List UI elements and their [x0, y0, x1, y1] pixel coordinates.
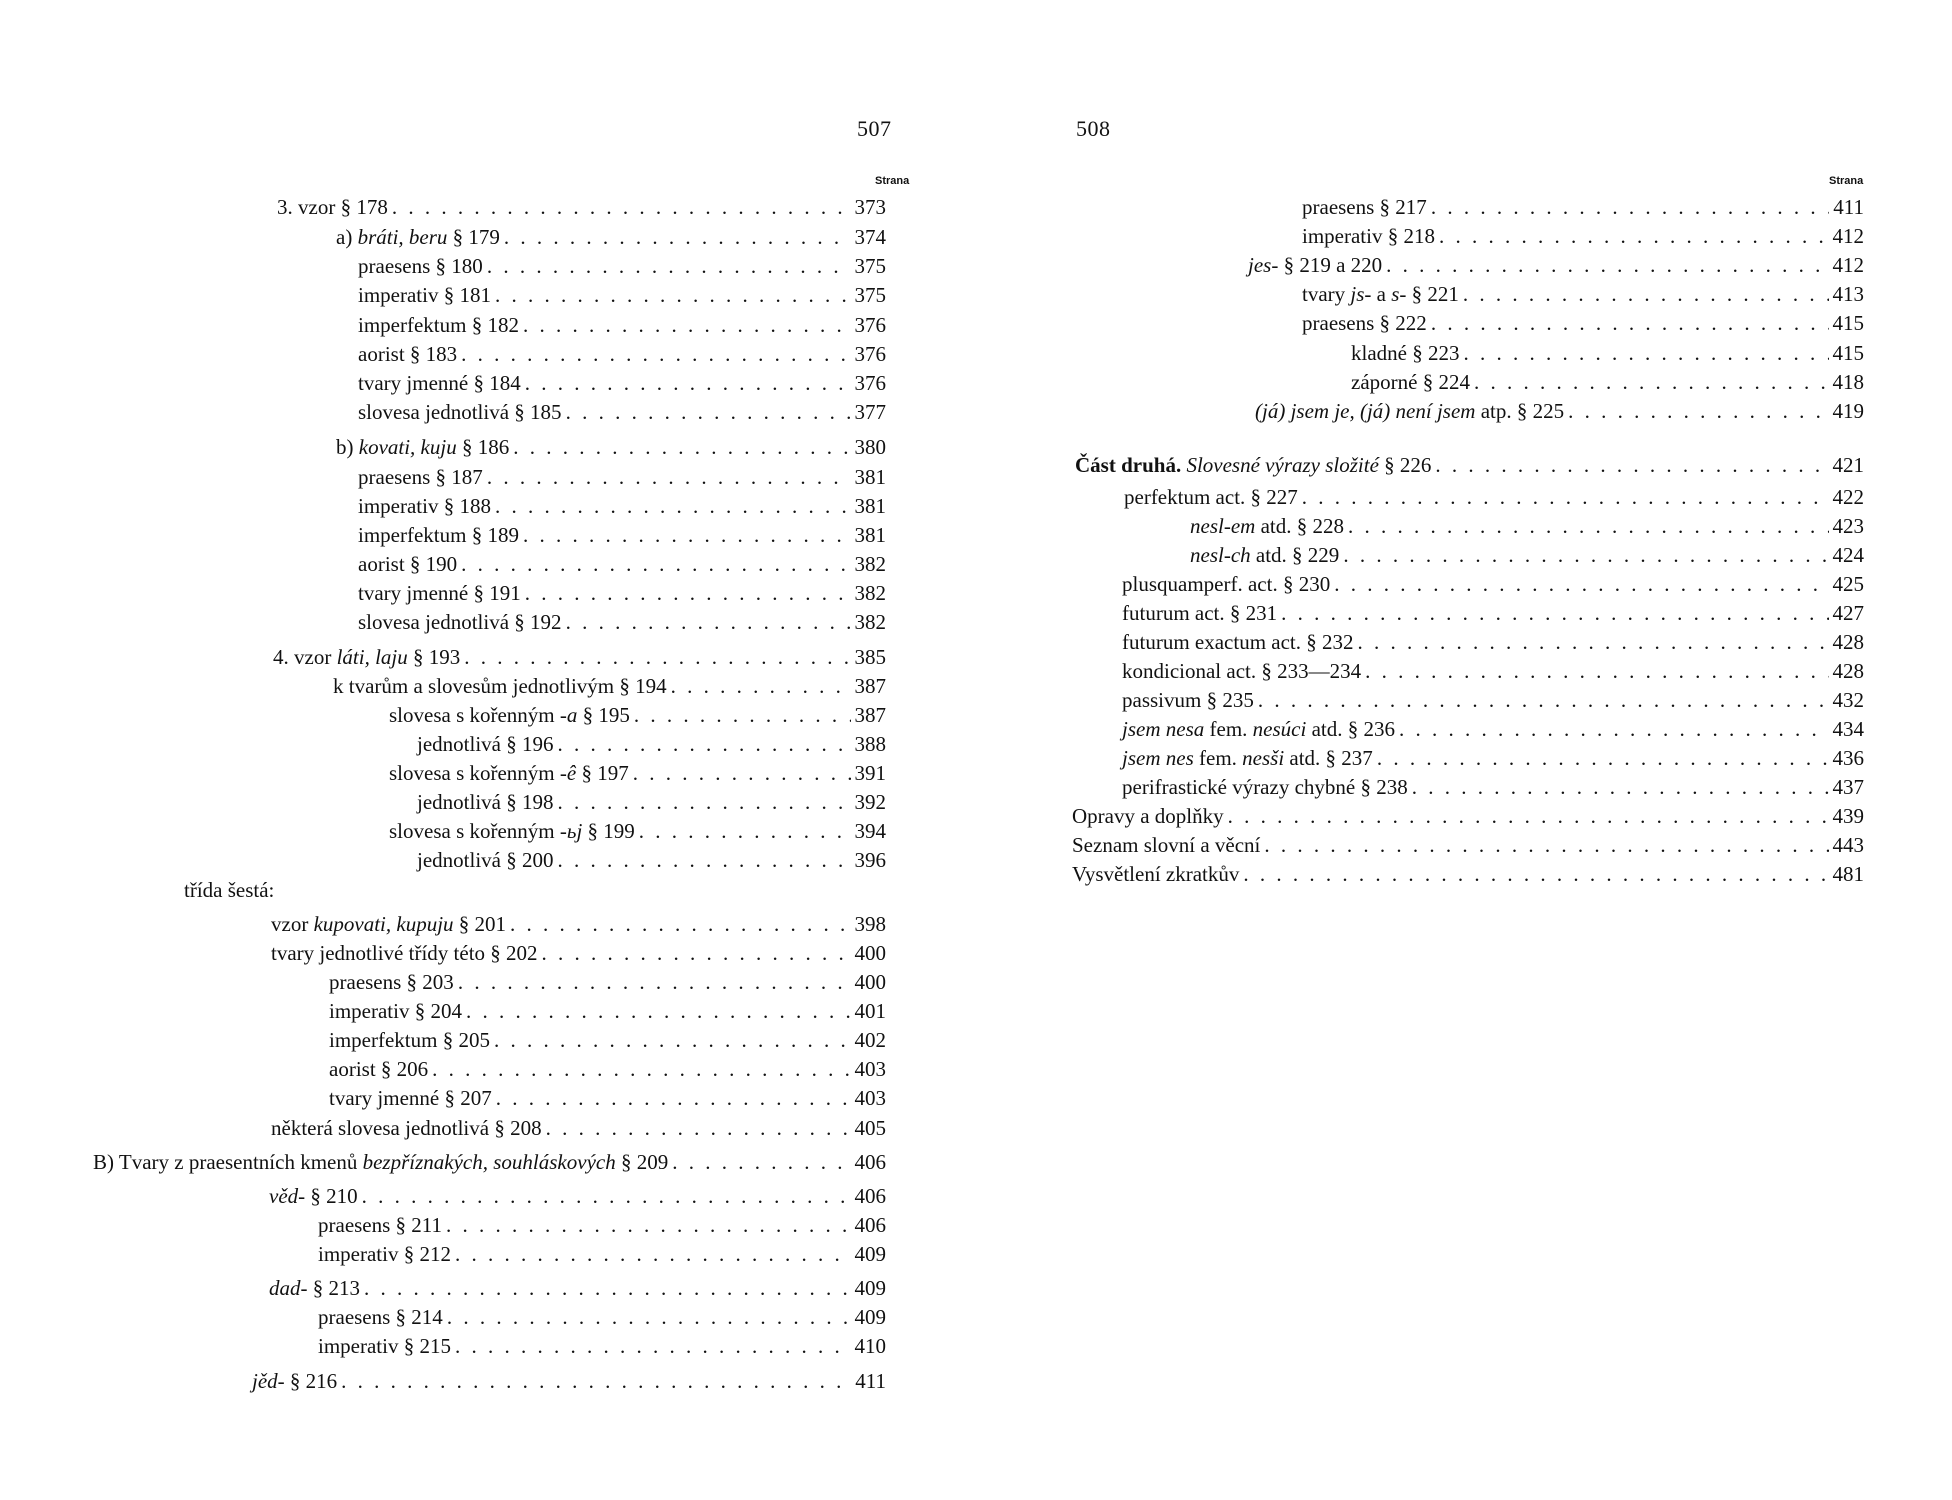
toc-entry	[271, 939, 886, 968]
dot-leader	[1399, 715, 1829, 744]
toc-entry-title: praesens § 217	[1302, 195, 1427, 219]
dot-leader	[432, 1055, 850, 1084]
toc-entry-page: 409	[854, 1242, 886, 1266]
toc-entry-page: 406	[854, 1150, 886, 1174]
dot-leader	[1463, 339, 1828, 368]
toc-entry	[417, 788, 886, 817]
dot-leader	[671, 672, 851, 701]
toc-entry-page: 402	[854, 1028, 886, 1052]
toc-entry-title: plusquamperf. act. § 230	[1122, 572, 1331, 596]
toc-entry-subtitle: Slovesné výrazy složité § 226	[1186, 453, 1432, 477]
toc-entry-page: 425	[1832, 572, 1864, 596]
toc-entry-title: slovesa s kořenným -ьj § 199	[389, 819, 635, 843]
toc-entry-title: jsem nes fem. nesši atd. § 237	[1122, 746, 1373, 770]
dot-leader	[461, 550, 850, 579]
toc-entry	[358, 463, 886, 492]
toc-entry-page: 422	[1832, 485, 1864, 509]
toc-entry-title: tvary jmenné § 207	[329, 1086, 492, 1110]
toc-entry-page: 409	[854, 1276, 886, 1300]
toc-entry	[358, 608, 886, 637]
toc-entry-page: 382	[854, 581, 886, 605]
dot-leader	[487, 252, 851, 281]
toc-entry-page: 421	[1832, 453, 1864, 477]
dot-leader	[461, 340, 850, 369]
toc-entry-page: 415	[1832, 341, 1864, 365]
dot-leader	[1463, 280, 1829, 309]
dot-leader	[523, 521, 851, 550]
toc-entry	[1248, 251, 1864, 280]
toc-entry	[271, 1114, 886, 1143]
toc-entry	[358, 369, 886, 398]
toc-entry	[1122, 686, 1864, 715]
toc-entry	[1302, 280, 1864, 309]
dot-leader	[672, 1148, 850, 1177]
toc-entry-title: aorist § 183	[358, 342, 458, 366]
toc-entry-title: vzor kupovati, kupuju § 201	[271, 912, 507, 936]
toc-entry-title: praesens § 214	[318, 1305, 443, 1329]
toc-entry-title: tvary jednotlivé třídy této § 202	[271, 941, 538, 965]
toc-entry-title: imperativ § 204	[329, 999, 462, 1023]
toc-entry	[1302, 222, 1864, 251]
page-number: 508	[1076, 116, 1111, 141]
toc-entry	[358, 398, 886, 427]
toc-entry	[1190, 541, 1864, 570]
toc-entry-page: 392	[854, 790, 886, 814]
toc-entry-title: jednotlivá § 198	[417, 790, 554, 814]
toc-entry-page: 387	[854, 674, 886, 698]
dot-leader	[633, 759, 851, 788]
toc-entry	[1302, 193, 1864, 222]
dot-leader	[1348, 512, 1829, 541]
toc-entry	[271, 910, 886, 939]
dot-leader	[458, 968, 851, 997]
toc-entry	[358, 492, 886, 521]
toc-entry-title: slovesa jednotlivá § 192	[358, 610, 562, 634]
toc-entry	[318, 1240, 886, 1269]
toc-entry-title: jěd- § 216	[252, 1369, 338, 1393]
dot-leader	[392, 193, 851, 222]
dot-leader	[1386, 251, 1828, 280]
toc-entry-title: b) kovati, kuju § 186	[336, 435, 510, 459]
dot-leader	[542, 939, 851, 968]
dot-leader	[362, 1182, 851, 1211]
toc-entry	[389, 701, 886, 730]
toc-entry-page: 373	[854, 195, 886, 219]
toc-entry-title: slovesa s kořenným -ê § 197	[389, 761, 629, 785]
toc-entry-page: 432	[1832, 688, 1864, 712]
toc-entry-title: nesl-ch atd. § 229	[1190, 543, 1340, 567]
toc-entry	[1122, 773, 1864, 802]
toc-entry	[1122, 715, 1864, 744]
toc-entry	[417, 846, 886, 875]
toc-entry-page: 403	[854, 1086, 886, 1110]
dot-leader	[1439, 222, 1829, 251]
toc-entry-title: záporné § 224	[1351, 370, 1470, 394]
toc-entry-page: 405	[854, 1116, 886, 1140]
dot-leader	[525, 579, 851, 608]
toc-entry-page: 418	[1832, 370, 1864, 394]
toc-entry-title: imperfektum § 189	[358, 523, 519, 547]
toc-entry	[329, 1055, 886, 1084]
dot-leader	[510, 910, 850, 939]
toc-entry-page: 400	[854, 970, 886, 994]
toc-entry-page: 436	[1832, 746, 1864, 770]
toc-entry-title: imperfektum § 205	[329, 1028, 490, 1052]
toc-entry-title: kondicional act. § 233—234	[1122, 659, 1362, 683]
toc-entry-title: 3. vzor § 178	[277, 195, 388, 219]
toc-entry-page: 400	[854, 941, 886, 965]
toc-entry-page: 427	[1832, 601, 1864, 625]
toc-entry	[1072, 831, 1864, 860]
dot-leader	[455, 1332, 851, 1361]
dot-leader	[1358, 628, 1829, 657]
toc-entry	[93, 1148, 886, 1177]
toc-entry-page: 380	[854, 435, 886, 459]
dot-leader	[1474, 368, 1829, 397]
toc-entry-page: 412	[1832, 253, 1864, 277]
toc-entry	[329, 1084, 886, 1113]
dot-leader	[464, 643, 850, 672]
toc-entry-title: imperativ § 218	[1302, 224, 1435, 248]
toc-entry-title: aorist § 190	[358, 552, 458, 576]
toc-entry-page: 382	[854, 610, 886, 634]
toc-entry-page: 387	[854, 703, 886, 727]
toc-entry-page: 374	[854, 225, 886, 249]
toc-entry-page: 382	[854, 552, 886, 576]
toc-entry-title: tvary jmenné § 191	[358, 581, 521, 605]
toc-entry-page: 385	[854, 645, 886, 669]
toc-entry-page: 411	[1833, 195, 1864, 219]
toc-entry-title: praesens § 203	[329, 970, 454, 994]
toc-entry	[333, 672, 886, 701]
toc-entry-title: imperativ § 181	[358, 283, 491, 307]
toc-entry-page: 439	[1832, 804, 1864, 828]
page-number: 507	[857, 116, 892, 141]
dot-leader	[1281, 599, 1828, 628]
toc-entry	[358, 550, 886, 579]
toc-entry-title: tvary jmenné § 184	[358, 371, 521, 395]
toc-entry	[329, 997, 886, 1026]
dot-leader	[504, 223, 851, 252]
dot-leader	[1243, 860, 1828, 889]
toc-entry	[269, 1274, 886, 1303]
toc-entry-title: imperativ § 215	[318, 1334, 451, 1358]
toc-entry	[1255, 397, 1864, 426]
toc-entry-page: 412	[1832, 224, 1864, 248]
toc-entry-title: praesens § 222	[1302, 311, 1427, 335]
dot-leader	[1431, 193, 1829, 222]
strana-column-label: Strana	[1829, 175, 1864, 187]
toc-entry	[358, 281, 886, 310]
toc-entry	[417, 730, 886, 759]
toc-entry-page: 481	[1832, 862, 1864, 886]
toc-entry-title: věd- § 210	[269, 1184, 358, 1208]
toc-entry	[184, 876, 274, 905]
dot-leader	[557, 730, 850, 759]
toc-entry-page: 375	[854, 254, 886, 278]
toc-entry	[336, 433, 886, 462]
toc-entry-title: imperfektum § 182	[358, 313, 519, 337]
toc-entry-page: 419	[1832, 399, 1864, 423]
dot-leader	[1377, 744, 1829, 773]
toc-entry	[1190, 512, 1864, 541]
toc-entry-title: a) bráti, beru § 179	[336, 225, 500, 249]
dot-leader	[341, 1367, 851, 1396]
toc-entry	[1124, 483, 1864, 512]
toc-entry-page: 434	[1832, 717, 1864, 741]
toc-entry	[1122, 628, 1864, 657]
dot-leader	[513, 433, 850, 462]
toc-entry-page: 391	[854, 761, 886, 785]
dot-leader	[1334, 570, 1828, 599]
toc-entry	[318, 1303, 886, 1332]
dot-leader	[1568, 397, 1828, 426]
toc-entry	[1072, 802, 1864, 831]
toc-entry	[389, 759, 886, 788]
toc-entry-page: 415	[1832, 311, 1864, 335]
dot-leader	[364, 1274, 851, 1303]
toc-entry	[1302, 309, 1864, 338]
toc-entry-page: 396	[854, 848, 886, 872]
toc-entry	[318, 1211, 886, 1240]
dot-leader	[566, 608, 851, 637]
toc-entry	[1351, 368, 1864, 397]
toc-entry-page: 377	[854, 400, 886, 424]
dot-leader	[1302, 483, 1829, 512]
toc-entry-title: kladné § 223	[1351, 341, 1460, 365]
toc-entry-title: nesl-em atd. § 228	[1190, 514, 1344, 538]
toc-entry-title: 4. vzor láti, laju § 193	[273, 645, 461, 669]
toc-entry	[1122, 570, 1864, 599]
toc-entry-page: 376	[854, 342, 886, 366]
toc-entry	[318, 1332, 886, 1361]
toc-entry-title: některá slovesa jednotlivá § 208	[271, 1116, 542, 1140]
toc-entry-page: 413	[1832, 282, 1864, 306]
toc-entry	[277, 193, 886, 222]
dot-leader	[466, 997, 851, 1026]
dot-leader	[495, 492, 851, 521]
toc-entry	[1075, 451, 1864, 480]
toc-entry	[329, 1026, 886, 1055]
toc-entry-title: aorist § 206	[329, 1057, 429, 1081]
toc-entry-title: passivum § 235	[1122, 688, 1254, 712]
toc-entry-page: 403	[854, 1057, 886, 1081]
dot-leader	[1431, 309, 1829, 338]
toc-entry-title: tvary js- a s- § 221	[1302, 282, 1459, 306]
toc-entry-page: 381	[854, 465, 886, 489]
toc-entry-title: dad- § 213	[269, 1276, 360, 1300]
dot-leader	[455, 1240, 851, 1269]
toc-entry-page: 406	[854, 1184, 886, 1208]
toc-entry-title: Vysvětlení zkratkův	[1072, 862, 1240, 886]
right-page	[976, 0, 1952, 1500]
toc-entry-page: 406	[854, 1213, 886, 1237]
dot-leader	[634, 701, 851, 730]
toc-entry	[358, 311, 886, 340]
dot-leader	[1228, 802, 1829, 831]
dot-leader	[447, 1303, 851, 1332]
toc-entry-page: 410	[854, 1334, 886, 1358]
toc-entry-page: 376	[854, 313, 886, 337]
toc-entry-title: Opravy a doplňky	[1072, 804, 1224, 828]
toc-entry-page: 424	[1832, 543, 1864, 567]
toc-entry-title: B) Tvary z praesentních kmenů bezpříznakých, souhláskových § 209	[93, 1150, 669, 1174]
dot-leader	[1435, 451, 1828, 480]
toc-entry-page: 375	[854, 283, 886, 307]
toc-entry-title: praesens § 180	[358, 254, 483, 278]
toc-entry	[1122, 599, 1864, 628]
toc-entry-page: 411	[855, 1369, 886, 1393]
toc-entry-title: jsem nesa fem. nesúci atd. § 236	[1122, 717, 1395, 741]
toc-entry-title: imperativ § 188	[358, 494, 491, 518]
toc-entry	[329, 968, 886, 997]
dot-leader	[487, 463, 851, 492]
toc-entry-title: praesens § 211	[318, 1213, 443, 1237]
toc-entry	[358, 340, 886, 369]
toc-entry-title: Část druhá. Slovesné výrazy složité § 226	[1075, 453, 1432, 477]
dot-leader	[557, 788, 850, 817]
dot-leader	[566, 398, 851, 427]
dot-leader	[1343, 541, 1828, 570]
dot-leader	[557, 846, 850, 875]
toc-entry	[1072, 860, 1864, 889]
dot-leader	[523, 311, 851, 340]
toc-entry	[273, 643, 886, 672]
toc-entry-title: k tvarům a slovesům jednotlivým § 194	[333, 674, 667, 698]
toc-entry-page: 437	[1832, 775, 1864, 799]
toc-entry	[1351, 339, 1864, 368]
toc-entry-title: slovesa s kořenným -a § 195	[389, 703, 630, 727]
toc-entry	[389, 817, 886, 846]
toc-entry-page: 428	[1832, 630, 1864, 654]
dot-leader	[639, 817, 851, 846]
toc-entry	[358, 521, 886, 550]
toc-entry-page: 423	[1832, 514, 1864, 538]
dot-leader	[1264, 831, 1828, 860]
dot-leader	[546, 1114, 851, 1143]
dot-leader	[525, 369, 851, 398]
toc-entry-title: (já) jsem je, (já) není jsem atp. § 225	[1255, 399, 1565, 423]
toc-entry-page: 428	[1832, 659, 1864, 683]
toc-entry-page: 376	[854, 371, 886, 395]
toc-entry-page: 381	[854, 494, 886, 518]
toc-entry-page: 398	[854, 912, 886, 936]
toc-entry-title: futurum act. § 231	[1122, 601, 1278, 625]
toc-entry-title: praesens § 187	[358, 465, 483, 489]
toc-entry	[1122, 744, 1864, 773]
dot-leader	[1365, 657, 1828, 686]
toc-entry	[336, 223, 886, 252]
toc-entry	[1122, 657, 1864, 686]
toc-entry-title: perfektum act. § 227	[1124, 485, 1298, 509]
toc-entry-page: 388	[854, 732, 886, 756]
toc-entry-title: jednotlivá § 200	[417, 848, 554, 872]
toc-entry	[269, 1182, 886, 1211]
toc-entry-title: imperativ § 212	[318, 1242, 451, 1266]
dot-leader	[446, 1211, 850, 1240]
toc-entry	[358, 252, 886, 281]
toc-entry-page: 401	[854, 999, 886, 1023]
toc-entry-page: 394	[854, 819, 886, 843]
toc-entry	[358, 579, 886, 608]
dot-leader	[1258, 686, 1829, 715]
dot-leader	[495, 281, 851, 310]
dot-leader	[494, 1026, 851, 1055]
strana-column-label: Strana	[875, 175, 910, 187]
toc-entry-title: jes- § 219 a 220	[1248, 253, 1383, 277]
toc-entry-title: třída šestá:	[184, 878, 275, 902]
toc-entry	[252, 1367, 886, 1396]
dot-leader	[1412, 773, 1829, 802]
toc-entry-title: jednotlivá § 196	[417, 732, 554, 756]
toc-entry-page: 381	[854, 523, 886, 547]
toc-entry-title: futurum exactum act. § 232	[1122, 630, 1354, 654]
toc-entry-page: 409	[854, 1305, 886, 1329]
toc-entry-page: 443	[1832, 833, 1864, 857]
toc-entry-title: slovesa jednotlivá § 185	[358, 400, 562, 424]
toc-entry-title: Seznam slovní a věcní	[1072, 833, 1261, 857]
toc-entry-title: perifrastické výrazy chybné § 238	[1122, 775, 1408, 799]
dot-leader	[496, 1084, 851, 1113]
